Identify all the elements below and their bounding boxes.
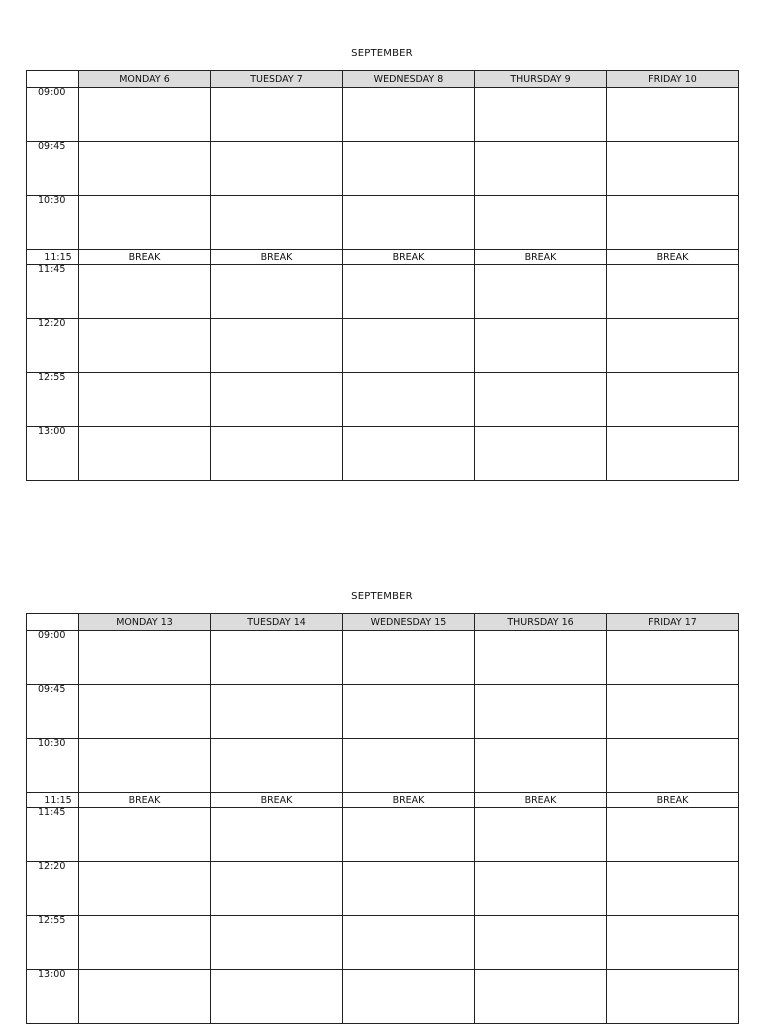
time-slot-row: [27, 142, 739, 196]
time-text: 10:30: [38, 738, 66, 749]
time-slot-row: [27, 631, 739, 685]
break-cell: BREAK: [475, 793, 607, 808]
time-label: [27, 265, 79, 319]
schedule-cell[interactable]: [211, 685, 343, 739]
time-text: 09:45: [38, 141, 66, 152]
time-slot-row: [27, 970, 739, 1024]
time-text: 13:00: [38, 426, 66, 437]
schedule-cell[interactable]: [79, 739, 211, 793]
schedule-cell[interactable]: [475, 862, 607, 916]
schedule-cell[interactable]: [343, 739, 475, 793]
schedule-cell[interactable]: [607, 88, 739, 142]
schedule-cell[interactable]: [475, 916, 607, 970]
schedule-cell[interactable]: [343, 916, 475, 970]
day-header: THURSDAY 9: [475, 71, 607, 88]
schedule-cell[interactable]: [607, 196, 739, 250]
day-header: MONDAY 13: [79, 614, 211, 631]
time-label: [27, 319, 79, 373]
schedule-cell[interactable]: [475, 970, 607, 1024]
schedule-cell[interactable]: [211, 142, 343, 196]
time-slot-row: [27, 373, 739, 427]
schedule-cell[interactable]: [79, 142, 211, 196]
schedule-cell[interactable]: [79, 319, 211, 373]
schedule-cell[interactable]: [475, 631, 607, 685]
time-text: 11:45: [38, 807, 66, 818]
break-cell: BREAK: [607, 793, 739, 808]
schedule-cell[interactable]: [343, 685, 475, 739]
time-label: [27, 685, 79, 739]
time-label: [27, 862, 79, 916]
time-label: [27, 196, 79, 250]
schedule-cell[interactable]: [211, 265, 343, 319]
time-slot-row: [27, 265, 739, 319]
time-label: [27, 88, 79, 142]
schedule-cell[interactable]: [607, 373, 739, 427]
schedule-cell[interactable]: [79, 862, 211, 916]
schedule-cell[interactable]: [79, 427, 211, 481]
schedule-cell[interactable]: [211, 631, 343, 685]
schedule-cell[interactable]: [79, 631, 211, 685]
schedule-cell[interactable]: [607, 265, 739, 319]
break-cell: BREAK: [607, 250, 739, 265]
time-text: 09:00: [38, 630, 66, 641]
day-header-row: [27, 71, 739, 88]
schedule-cell[interactable]: [343, 142, 475, 196]
break-cell: BREAK: [475, 250, 607, 265]
time-label: [27, 250, 79, 265]
schedule-cell[interactable]: [79, 916, 211, 970]
schedule-cell[interactable]: [343, 427, 475, 481]
time-label: [27, 142, 79, 196]
time-text: 13:00: [38, 969, 66, 980]
schedule-cell[interactable]: [211, 88, 343, 142]
schedule-cell[interactable]: [79, 685, 211, 739]
schedule-cell[interactable]: [343, 970, 475, 1024]
schedule-cell[interactable]: [211, 916, 343, 970]
time-text: 11:15: [44, 795, 72, 806]
day-header: TUESDAY 7: [211, 71, 343, 88]
time-text: 12:20: [38, 861, 66, 872]
break-cell: BREAK: [79, 250, 211, 265]
break-cell: BREAK: [343, 793, 475, 808]
time-text: 11:45: [38, 264, 66, 275]
day-header: WEDNESDAY 15: [343, 614, 475, 631]
schedule-cell[interactable]: [79, 196, 211, 250]
time-label: [27, 631, 79, 685]
time-text: 11:15: [44, 252, 72, 263]
schedule-cell[interactable]: [79, 265, 211, 319]
day-header: THURSDAY 16: [475, 614, 607, 631]
time-slot-row: [27, 862, 739, 916]
schedule-cell[interactable]: [79, 970, 211, 1024]
schedule-cell[interactable]: [211, 196, 343, 250]
schedule-cell[interactable]: [343, 808, 475, 862]
month-title: SEPTEMBER: [351, 48, 413, 59]
schedule-cell[interactable]: [79, 373, 211, 427]
time-slot-row: [27, 808, 739, 862]
schedule-cell[interactable]: [343, 319, 475, 373]
time-label: [27, 373, 79, 427]
schedule-cell[interactable]: [211, 808, 343, 862]
month-title: SEPTEMBER: [351, 591, 413, 602]
time-text: 10:30: [38, 195, 66, 206]
time-text: 09:00: [38, 87, 66, 98]
schedule-cell[interactable]: [607, 739, 739, 793]
schedule-cell[interactable]: [475, 88, 607, 142]
day-header-row: [27, 614, 739, 631]
time-text: 12:55: [38, 372, 66, 383]
time-label: [27, 739, 79, 793]
day-header: WEDNESDAY 8: [343, 71, 475, 88]
schedule-cell[interactable]: [211, 970, 343, 1024]
schedule-cell[interactable]: [475, 685, 607, 739]
schedule-cell[interactable]: [607, 631, 739, 685]
schedule-cell[interactable]: [607, 685, 739, 739]
time-label: [27, 970, 79, 1024]
time-label: [27, 427, 79, 481]
break-cell: BREAK: [211, 793, 343, 808]
timetable: [26, 70, 739, 481]
day-header: MONDAY 6: [79, 71, 211, 88]
time-label: [27, 793, 79, 808]
schedule-cell[interactable]: [343, 88, 475, 142]
schedule-cell[interactable]: [211, 739, 343, 793]
schedule-cell[interactable]: [607, 319, 739, 373]
schedule-cell[interactable]: [343, 862, 475, 916]
time-slot-row: [27, 319, 739, 373]
schedule-cell[interactable]: [475, 319, 607, 373]
time-slot-row: [27, 685, 739, 739]
break-cell: BREAK: [343, 250, 475, 265]
corner-cell: [27, 614, 79, 631]
time-text: 12:55: [38, 915, 66, 926]
schedule-cell[interactable]: [607, 427, 739, 481]
time-slot-row: [27, 739, 739, 793]
schedule-cell[interactable]: [475, 196, 607, 250]
time-slot-row: [27, 88, 739, 142]
schedule-cell[interactable]: [211, 319, 343, 373]
corner-cell: [27, 71, 79, 88]
schedule-cell[interactable]: [607, 862, 739, 916]
break-row: [27, 250, 739, 265]
schedule-cell[interactable]: [607, 808, 739, 862]
timetable: [26, 613, 739, 1024]
schedule-cell[interactable]: [343, 373, 475, 427]
day-header: FRIDAY 17: [607, 614, 739, 631]
schedule-cell[interactable]: [475, 808, 607, 862]
day-header: TUESDAY 14: [211, 614, 343, 631]
time-slot-row: [27, 916, 739, 970]
time-text: 09:45: [38, 684, 66, 695]
schedule-cell[interactable]: [475, 142, 607, 196]
time-slot-row: [27, 196, 739, 250]
schedule-cell[interactable]: [607, 970, 739, 1024]
schedule-cell[interactable]: [475, 427, 607, 481]
time-label: [27, 916, 79, 970]
schedule-cell[interactable]: [343, 265, 475, 319]
break-cell: BREAK: [211, 250, 343, 265]
schedule-cell[interactable]: [343, 196, 475, 250]
time-slot-row: [27, 427, 739, 481]
schedule-cell[interactable]: [79, 808, 211, 862]
schedule-cell[interactable]: [211, 373, 343, 427]
schedule-cell[interactable]: [475, 373, 607, 427]
schedule-cell[interactable]: [79, 88, 211, 142]
day-header: FRIDAY 10: [607, 71, 739, 88]
schedule-cell[interactable]: [343, 631, 475, 685]
schedule-cell[interactable]: [211, 862, 343, 916]
time-label: [27, 808, 79, 862]
break-row: [27, 793, 739, 808]
break-cell: BREAK: [79, 793, 211, 808]
schedule-cell[interactable]: [211, 427, 343, 481]
schedule-cell[interactable]: [607, 142, 739, 196]
schedule-cell[interactable]: [607, 916, 739, 970]
schedule-cell[interactable]: [475, 265, 607, 319]
schedule-cell[interactable]: [475, 739, 607, 793]
time-text: 12:20: [38, 318, 66, 329]
